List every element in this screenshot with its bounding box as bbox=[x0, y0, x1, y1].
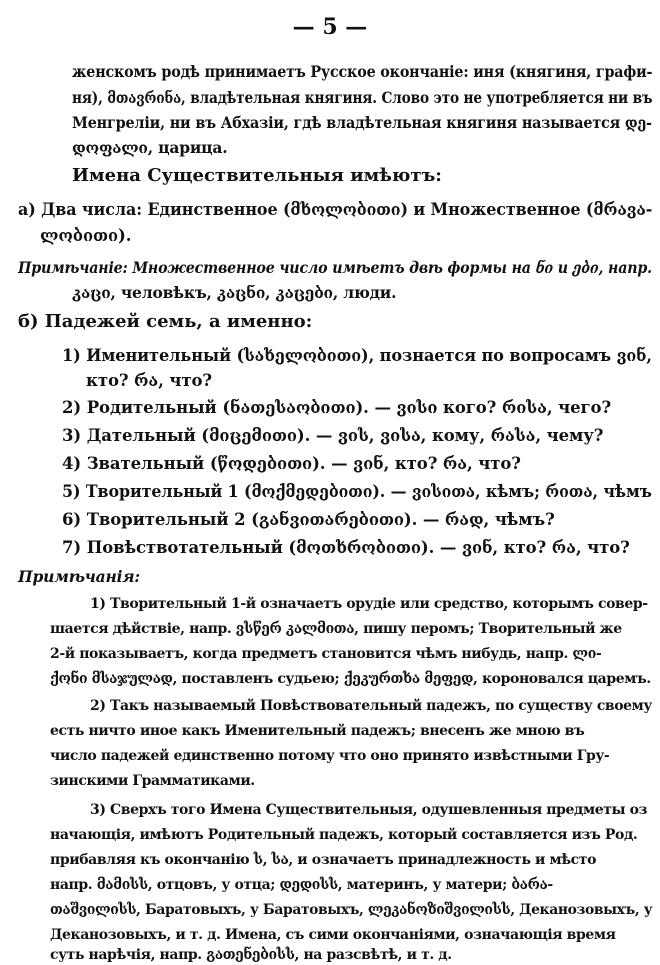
note-line: зинскими Грамматиками. bbox=[50, 773, 255, 789]
page-number: — 5 — bbox=[292, 14, 368, 40]
notes-heading: Примѣчанія: bbox=[18, 567, 140, 586]
note-line: число падежей единственно потому что оно принято извѣстными Гру- bbox=[50, 748, 610, 764]
case-item: 6) Творительный 2 (განვითარებითი). — რად, чѣмъ? bbox=[62, 510, 555, 529]
case-item: 1) Именительный (სახელობითი), познается по вопросамъ ვინ, bbox=[62, 346, 652, 365]
text-line: ня), მთავრინა, владѣтельная княгиня. Слово это не употребляется ни въ bbox=[72, 88, 653, 107]
case-item: 3) Дательный (მიცემითი). — ვის, ვისა, кому, რასა, чему? bbox=[62, 426, 604, 445]
note-line: 1) Творительный 1-й означаетъ орудіе или средство, которымъ совер- bbox=[90, 596, 648, 612]
note-line: ქონი მსაჯულად, поставленъ судьею; ქეკურთხა მეფედ, короновался царемъ. bbox=[50, 671, 651, 687]
note-line: Деканозовыхъ, и т. д. Имена, съ сими окончаніями, означающія время bbox=[50, 927, 616, 943]
note-line: есть ничто иное какъ Именительный падежъ; внесенъ же мною въ bbox=[50, 723, 585, 739]
note-line: 2) Такъ называемый Повѣствовательный падежъ, по существу своему bbox=[90, 698, 652, 714]
case-item: 5) Творительный 1 (მოქმედებითი). — ვისითა, кѣмъ; რითა, чѣмъ bbox=[62, 482, 652, 501]
note-line: напр. მამისს, отцовъ, у отца; დედისს, материнъ, у матери; ბარა- bbox=[50, 877, 553, 893]
note-line: 3) Сверхъ того Имена Существительныя, одушевленныя предметы оз bbox=[90, 802, 648, 818]
note-line: суть нарѣчія, напр. გათენებისს, на разсвѣтѣ, и т. д. bbox=[50, 947, 452, 963]
text-line: ლობითი). bbox=[40, 226, 132, 245]
note-line: прибавляя къ окончанію ს, სა, и означаетъ принадлежность и мѣсто bbox=[50, 852, 597, 868]
text-line: Менгреліи, ни въ Абхазіи, гдѣ владѣтельная княгиня называется დე- bbox=[72, 113, 652, 132]
text-line: დოფალი, царица. bbox=[72, 138, 228, 157]
text-line: женскомъ родѣ принимаетъ Русское окончаніе: иня (княгиня, графи- bbox=[72, 62, 653, 81]
note-line: 2-й показываетъ, когда предметъ становится чѣмъ нибудь, напр. ლი- bbox=[50, 646, 602, 662]
case-item: 7) Повѣствотательный (მოთხრობითი). — ვინ, кто? რა, что? bbox=[62, 538, 630, 557]
note-line: თაშვილისს, Баратовыхъ, у Баратовыхъ, ლეკანოზიშვილისს, Деканозовыхъ, у bbox=[50, 902, 653, 918]
text-line: კაცი, человѣкъ, კაცნი, კაცები, люди. bbox=[72, 283, 397, 302]
section-heading: Имена Существительныя имѣютъ: bbox=[72, 165, 442, 186]
text-line: а) Два числа: Единственное (მხოლობითი) и Множественное (მრავა- bbox=[18, 200, 653, 219]
case-item: 4) Звательный (წოდებითი). — ვინ, кто? რა, что? bbox=[62, 454, 521, 473]
note-line: шается дѣйствіе, напр. ვსწერ კალმითა, пишу перомъ; Творительный же bbox=[50, 621, 622, 637]
note-line: Примѣчаніе: Множественное число имѣетъ двѣ формы на ნი и ები, напр. bbox=[18, 258, 652, 277]
case-item: 2) Родительный (ნათესაობითი). — ვისი кого? რისა, чего? bbox=[62, 398, 612, 417]
note-line: начающія, имѣютъ Родительный падежъ, который составляется изъ Род. bbox=[50, 827, 638, 843]
text-line: б) Падежей семь, а именно: bbox=[18, 311, 313, 332]
case-item-cont: кто? რა, что? bbox=[86, 371, 213, 390]
